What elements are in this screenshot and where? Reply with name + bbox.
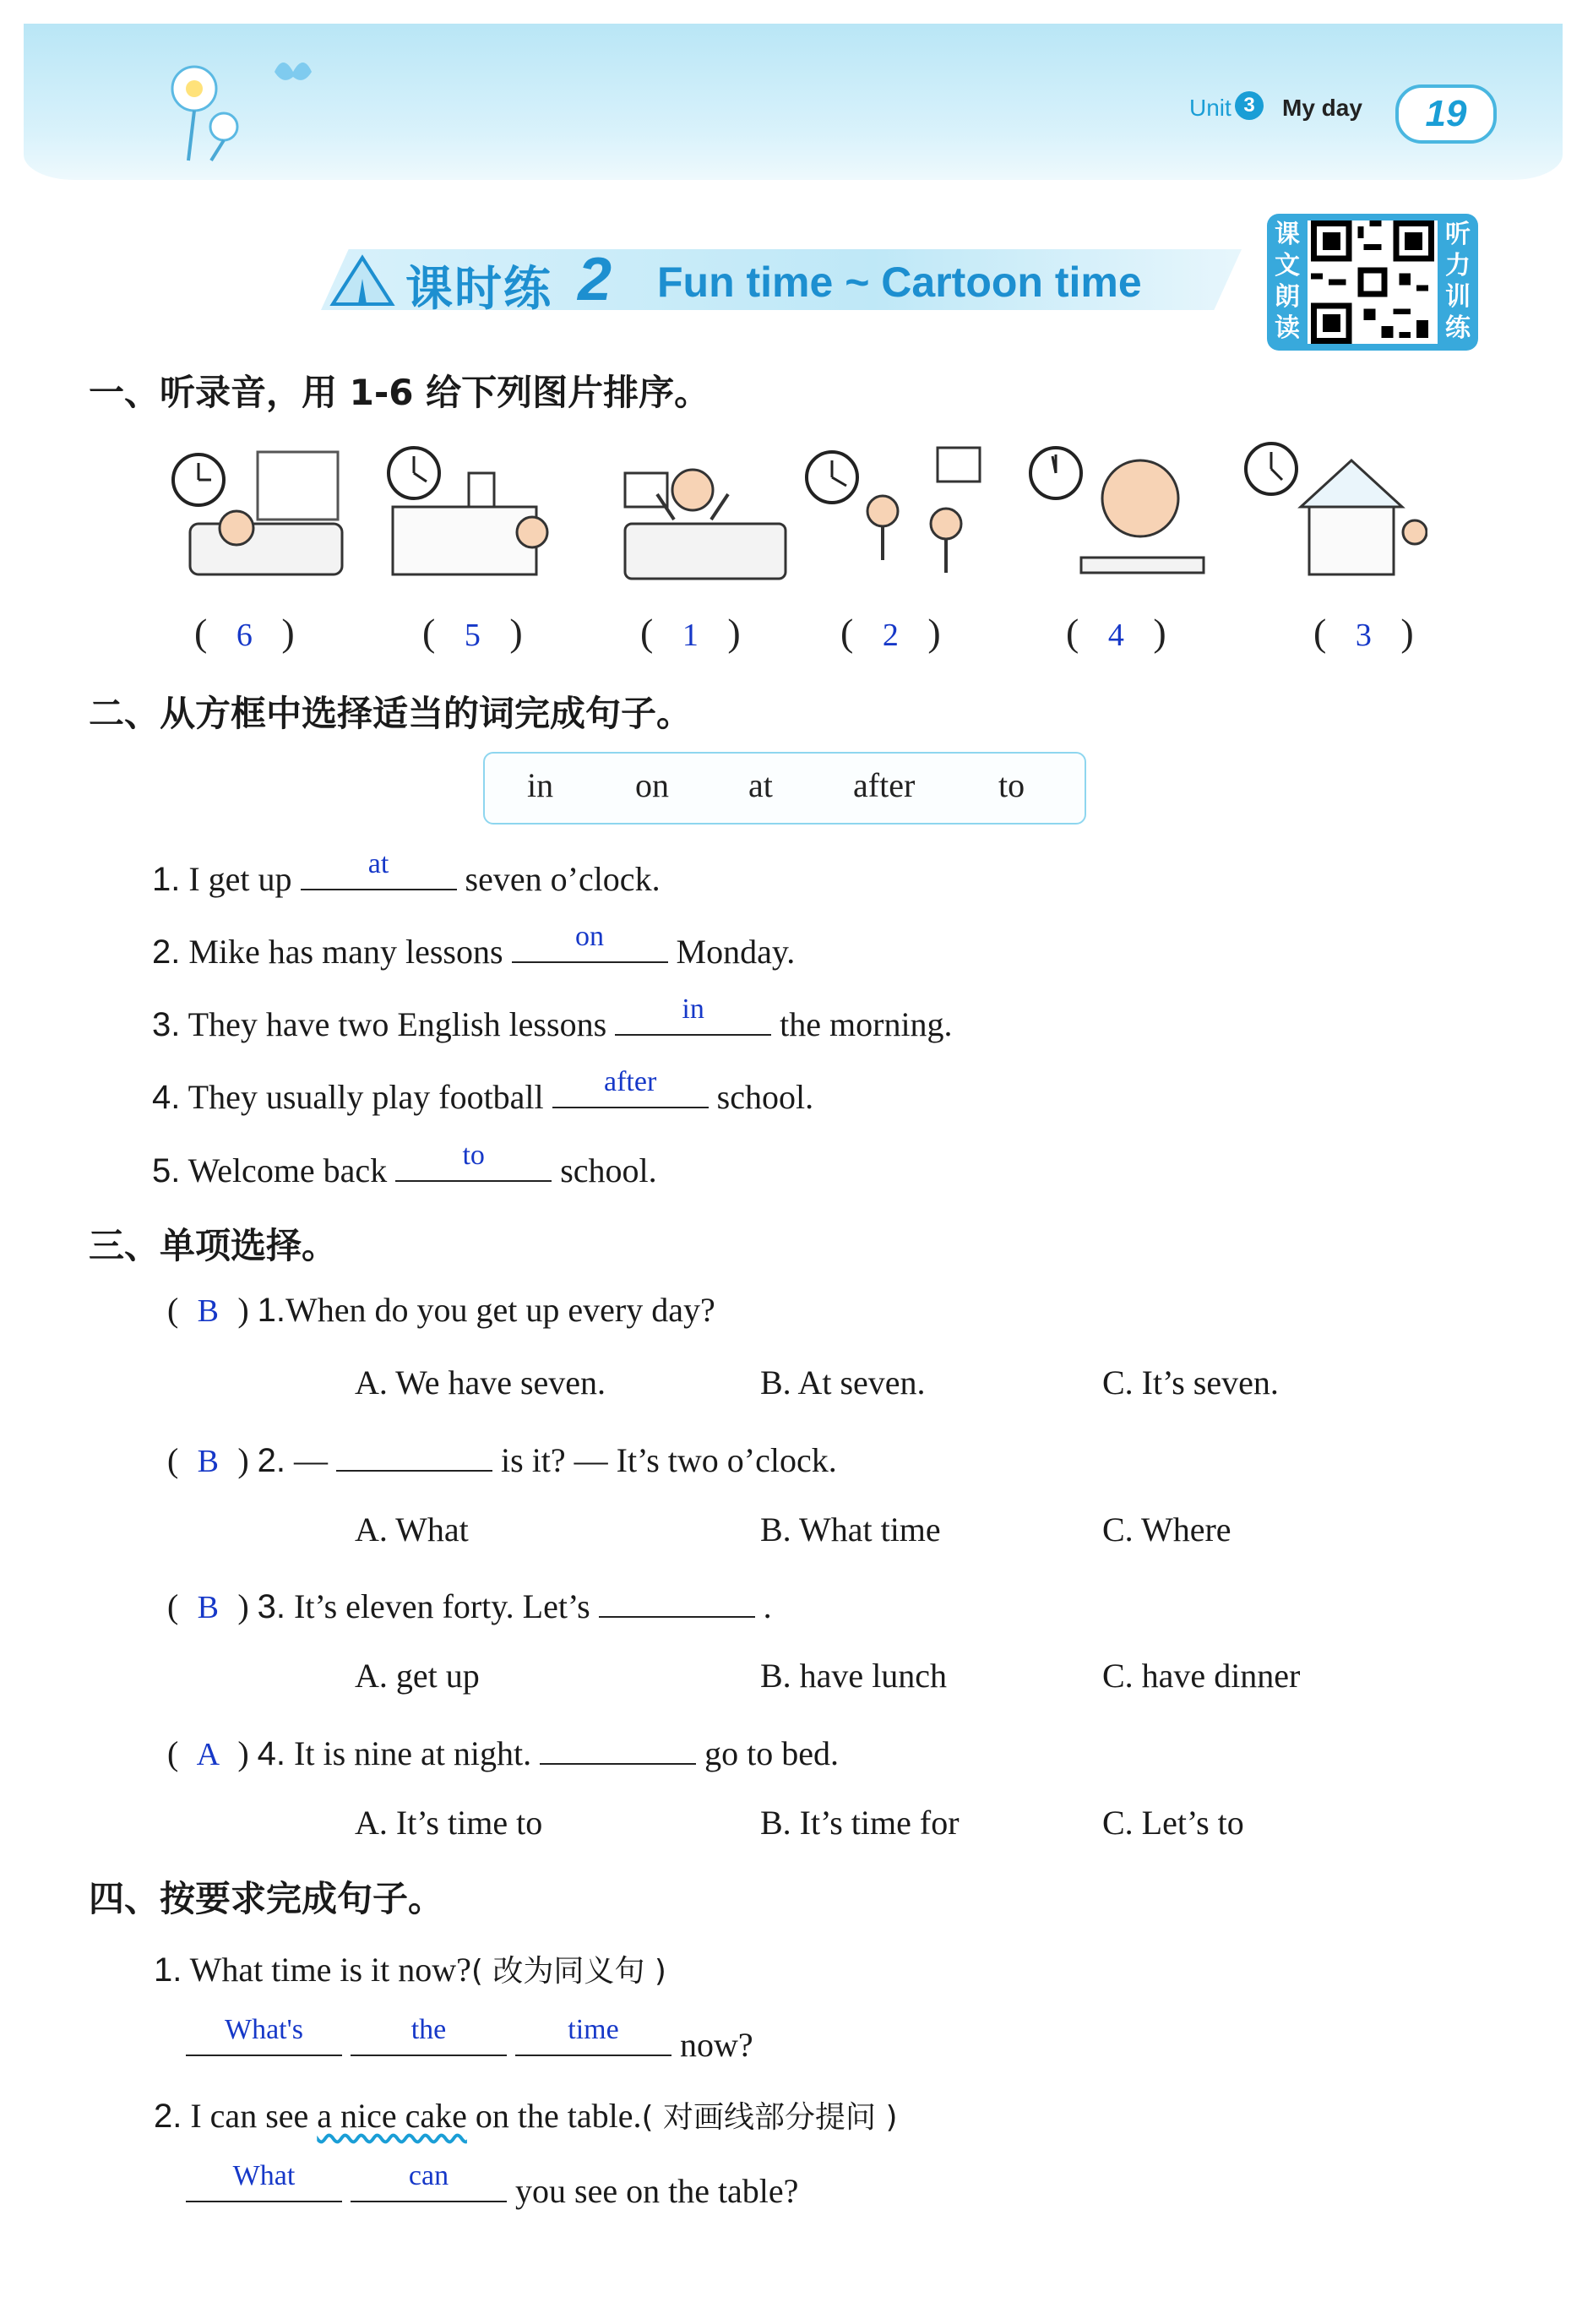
section-3-title: 三、单项选择。 [89, 1225, 338, 1266]
order-answer-1: ( 6 ) [194, 611, 295, 654]
mc-option: B. have lunch [760, 1657, 948, 1695]
rewrite-answer-word: What [232, 2160, 296, 2191]
word-bank-item: at [748, 766, 773, 804]
mc-option: B. At seven. [760, 1363, 926, 1401]
lesson-en-title: Fun time ~ Cartoon time [657, 259, 1142, 306]
mc-option: A. What [355, 1510, 469, 1548]
word-bank-item: to [998, 766, 1025, 804]
order-answer-3: ( 1 ) [640, 611, 741, 654]
order-answer-5: ( 4 ) [1066, 611, 1166, 654]
section-4-title: 四、按要求完成句子。 [89, 1878, 444, 1919]
mc-option: A. It’s time to [355, 1804, 543, 1842]
mc-option: A. We have seven. [355, 1363, 606, 1401]
mc-option: C. It’s seven. [1102, 1363, 1279, 1401]
home-clock-picture [1242, 439, 1427, 591]
rewrite-answer-word: time [568, 2014, 619, 2045]
school-clock-picture [384, 439, 570, 591]
order-answer-2: ( 5 ) [422, 611, 523, 654]
section-1-title: 一、听录音，用 1-6 给下列图片排序。 [89, 372, 710, 413]
lesson-number: 2 [578, 246, 612, 313]
rewrite-answer-word: the [410, 2014, 447, 2045]
basketball-clock-picture [802, 439, 988, 591]
mc-answer: B [197, 1293, 219, 1329]
flower-butterfly-decoration [148, 46, 351, 165]
fill-blank-answer: to [462, 1140, 485, 1171]
order-answer-4: ( 2 ) [840, 611, 941, 654]
word-bank-item: on [635, 766, 669, 804]
fill-blank-answer: after [604, 1066, 657, 1097]
mc-option: B. It’s time for [760, 1804, 960, 1842]
rewrite-answer-2: What can you see on the table? [186, 2167, 798, 2211]
mc-question-1: ( B ) 1.When do you get up every day? [167, 1291, 715, 1329]
rewrite-answer-1: What's the time now? [186, 2021, 753, 2065]
fill-blank-4: 4. They usually play football after school. [152, 1066, 814, 1116]
qr-left-label: 课文朗读 [1275, 220, 1300, 343]
section-2-title: 二、从方框中选择适当的词完成句子。 [89, 693, 693, 734]
rewrite-answer-word: can [408, 2160, 449, 2191]
lesson-cn-title: 课时练 [405, 262, 552, 317]
unit-title: My day [1282, 95, 1362, 121]
mc-option: C. Where [1102, 1510, 1231, 1548]
rewrite-question-2: 2. I can see a nice cake on the table.( 对画线部分提问 ) [154, 2097, 898, 2135]
mc-question-2: ( B ) 2. — is it? — It’s two o’clock. [167, 1436, 837, 1480]
underlined-phrase: a nice cake [317, 2097, 467, 2135]
mc-question-3: ( B ) 3. It’s eleven forty. Let’s . [167, 1582, 772, 1626]
mc-question-4: ( A ) 4. It is nine at night. go to bed. [167, 1729, 839, 1773]
fill-blank-3: 3. They have two English lessons in the morning. [152, 993, 953, 1043]
fill-blank-1: 1. I get up at seven o’clock. [152, 848, 661, 898]
mc-option: C. have dinner [1102, 1657, 1301, 1695]
word-bank-box [483, 752, 1086, 825]
fill-blank-2: 2. Mike has many lessons on Monday. [152, 921, 796, 971]
fill-blank-answer: at [367, 848, 389, 879]
unit-number-badge: 3 [1235, 91, 1264, 120]
page-number: 19 [1395, 84, 1497, 144]
fill-blank-answer: on [575, 921, 605, 952]
mc-option: C. Let’s to [1102, 1804, 1244, 1842]
lunch-clock-picture [1022, 439, 1208, 591]
mc-answer: B [197, 1590, 219, 1625]
word-bank-item: in [527, 766, 554, 804]
rewrite-question-1: 1. What time is it now?( 改为同义句 ) [154, 1951, 666, 1989]
fill-blank-5: 5. Welcome back to school. [152, 1140, 657, 1189]
tent-icon [324, 241, 400, 317]
bedtime-clock-picture [165, 439, 351, 591]
mc-option: B. What time [760, 1510, 941, 1548]
mc-answer: B [197, 1444, 219, 1479]
order-answer-6: ( 3 ) [1313, 611, 1414, 654]
qr-right-label: 听力训练 [1445, 220, 1471, 343]
fill-blank-answer: in [682, 993, 704, 1025]
unit-label: Unit [1189, 95, 1231, 121]
mc-answer: A [196, 1737, 220, 1772]
mc-option: A. get up [355, 1657, 480, 1695]
qr-code-box[interactable] [1267, 214, 1478, 351]
word-bank-item: after [853, 766, 916, 804]
rewrite-answer-word: What's [225, 2014, 303, 2045]
qr-code-icon[interactable] [1308, 220, 1438, 344]
wake-up-clock-picture [608, 439, 794, 591]
